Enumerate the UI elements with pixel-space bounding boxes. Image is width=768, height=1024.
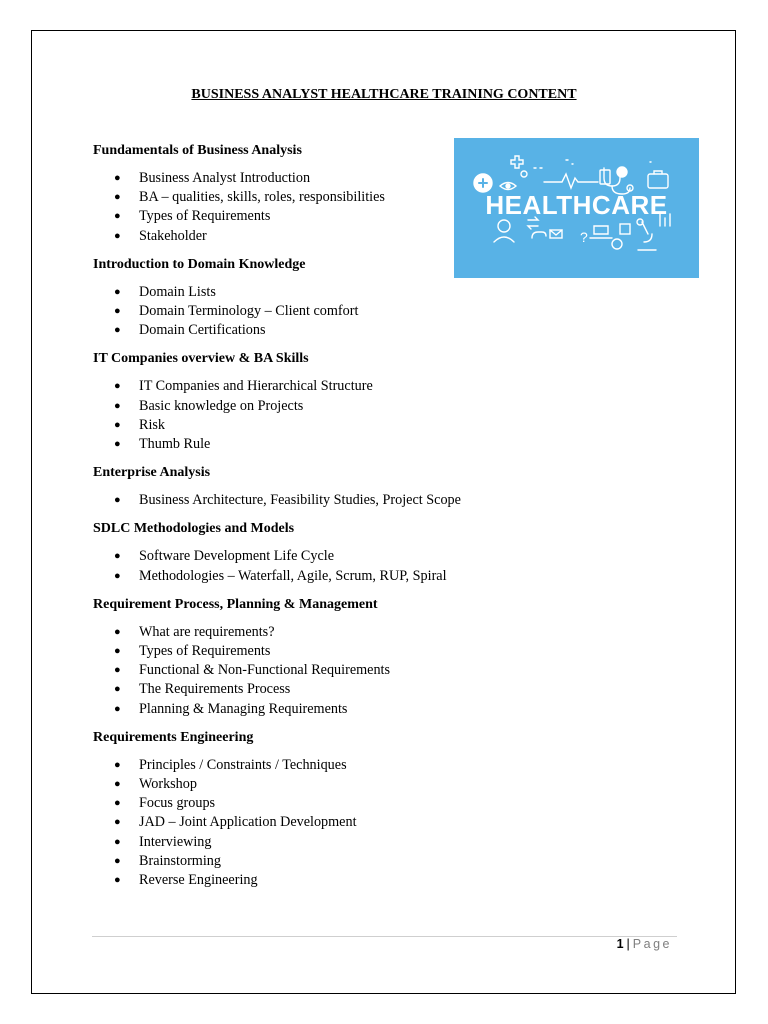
bullet-icon: ● bbox=[114, 324, 121, 337]
bullet-list bbox=[93, 491, 513, 510]
list-item bbox=[93, 661, 513, 680]
list-item-text: Risk bbox=[139, 416, 166, 433]
list-item-text: Stakeholder bbox=[139, 227, 207, 244]
content-sections bbox=[93, 142, 513, 900]
list-item-text: Types of Requirements bbox=[139, 643, 271, 660]
list-item-text: Thumb Rule bbox=[139, 436, 211, 453]
bullet-icon: ● bbox=[114, 625, 121, 638]
section-heading: Requirements Engineering bbox=[93, 729, 254, 745]
list-item-text: Interviewing bbox=[139, 833, 212, 850]
bullet-icon: ● bbox=[114, 683, 121, 696]
list-item bbox=[93, 188, 513, 207]
list-item bbox=[93, 321, 513, 340]
section-heading: Introduction to Domain Knowledge bbox=[93, 256, 306, 272]
bullet-list bbox=[93, 623, 513, 719]
bullet-icon: ● bbox=[114, 399, 121, 412]
list-item bbox=[93, 283, 513, 302]
list-item-text: Functional & Non-Functional Requirements bbox=[139, 662, 391, 679]
list-item-text: Business Analyst Introduction bbox=[139, 170, 311, 186]
list-item bbox=[93, 377, 513, 396]
list-item bbox=[93, 397, 513, 416]
list-item-text: Reverse Engineering bbox=[139, 872, 258, 889]
list-item bbox=[93, 642, 513, 661]
list-item-text: BA – qualities, skills, roles, responsibilities bbox=[139, 189, 385, 206]
list-item bbox=[93, 623, 513, 642]
bullet-icon: ● bbox=[114, 569, 121, 582]
bullet-icon: ● bbox=[114, 664, 121, 677]
list-item-text: Methodologies – Waterfall, Agile, Scrum, RUP, Spiral bbox=[139, 567, 447, 584]
bullet-icon: ● bbox=[114, 854, 121, 867]
list-item-text: The Requirements Process bbox=[139, 681, 291, 698]
bullet-icon: ● bbox=[114, 418, 121, 431]
bullet-icon: ● bbox=[114, 191, 121, 204]
list-item bbox=[93, 416, 513, 435]
section bbox=[93, 596, 513, 719]
list-item-text: Workshop bbox=[139, 776, 197, 793]
bullet-icon: ● bbox=[114, 874, 121, 887]
list-item-text: Planning & Managing Requirements bbox=[139, 700, 348, 717]
list-item-text: Focus groups bbox=[139, 795, 216, 812]
list-item bbox=[93, 852, 513, 871]
list-item-text: Software Development Life Cycle bbox=[139, 548, 335, 565]
list-item bbox=[93, 227, 513, 246]
list-item bbox=[93, 871, 513, 890]
section-heading: IT Companies overview & BA Skills bbox=[93, 351, 309, 367]
hero-healthcare-word: HEALTHCARE bbox=[485, 190, 668, 220]
page-label: Page bbox=[632, 937, 672, 951]
bullet-list bbox=[93, 283, 513, 341]
list-item-text: Domain Certifications bbox=[139, 322, 266, 339]
list-item bbox=[93, 833, 513, 852]
list-item-text: JAD – Joint Application Development bbox=[139, 814, 357, 831]
list-item-text: Principles / Constraints / Techniques bbox=[139, 756, 347, 773]
bullet-list bbox=[93, 169, 513, 246]
bullet-icon: ● bbox=[114, 229, 121, 242]
list-item bbox=[93, 547, 513, 566]
section bbox=[93, 256, 513, 341]
section bbox=[93, 729, 513, 890]
microscope-icon bbox=[637, 219, 656, 250]
list-item-text: Domain Terminology – Client comfort bbox=[139, 303, 359, 320]
list-item bbox=[93, 169, 513, 188]
bullet-icon: ● bbox=[114, 380, 121, 393]
list-item bbox=[93, 207, 513, 226]
bullet-icon: ● bbox=[114, 778, 121, 791]
list-item bbox=[93, 680, 513, 699]
bullet-icon: ● bbox=[114, 702, 121, 715]
footer-rule bbox=[92, 936, 677, 937]
bullet-icon: ● bbox=[114, 645, 121, 658]
section bbox=[93, 350, 513, 454]
section-heading: Requirement Process, Planning & Management bbox=[93, 596, 378, 612]
list-item bbox=[93, 813, 513, 832]
list-item bbox=[93, 794, 513, 813]
bullet-icon: ● bbox=[114, 797, 121, 810]
footer-separator: | bbox=[626, 937, 630, 951]
bullet-list bbox=[93, 377, 513, 454]
section bbox=[93, 464, 513, 510]
list-item bbox=[93, 567, 513, 586]
list-item bbox=[93, 435, 513, 454]
list-item bbox=[93, 302, 513, 321]
bullet-icon: ● bbox=[114, 758, 121, 771]
list-item-text: Domain Lists bbox=[139, 283, 216, 300]
bullet-icon: ● bbox=[114, 438, 121, 451]
list-item bbox=[93, 491, 513, 510]
bullet-list bbox=[93, 547, 513, 585]
bullet-icon: ● bbox=[114, 210, 121, 223]
list-item-text: Basic knowledge on Projects bbox=[139, 397, 304, 414]
section-heading: Fundamentals of Business Analysis bbox=[93, 143, 302, 158]
document-title: BUSINESS ANALYST HEALTHCARE TRAINING CONTENT bbox=[191, 87, 577, 102]
mail-icon bbox=[550, 230, 562, 238]
list-item-text: Business Architecture, Feasibility Studies, Project Scope bbox=[139, 492, 461, 509]
heartbeat-icon bbox=[544, 174, 598, 188]
page-number: 1 bbox=[616, 937, 624, 951]
question-icon: ? bbox=[580, 229, 588, 245]
list-item-text: What are requirements? bbox=[139, 623, 275, 640]
bullet-icon: ● bbox=[114, 172, 121, 184]
bullet-icon: ● bbox=[114, 285, 121, 298]
section-heading: SDLC Methodologies and Models bbox=[93, 521, 295, 537]
bullet-icon: ● bbox=[114, 816, 121, 829]
section-heading: Enterprise Analysis bbox=[93, 465, 211, 481]
bullet-icon: ● bbox=[114, 835, 121, 848]
list-item-text: Types of Requirements bbox=[139, 208, 271, 225]
bullet-icon: ● bbox=[114, 494, 121, 507]
list-item bbox=[93, 756, 513, 775]
first-aid-kit-icon bbox=[648, 171, 668, 188]
section bbox=[93, 142, 513, 246]
list-item bbox=[93, 700, 513, 719]
section bbox=[93, 520, 513, 585]
list-item bbox=[93, 775, 513, 794]
bullet-list bbox=[93, 756, 513, 890]
bullet-icon: ● bbox=[114, 550, 121, 563]
list-item-text: IT Companies and Hierarchical Structure bbox=[139, 378, 373, 395]
page-footer bbox=[617, 937, 672, 951]
bullet-icon: ● bbox=[114, 305, 121, 318]
list-item-text: Brainstorming bbox=[139, 852, 221, 869]
